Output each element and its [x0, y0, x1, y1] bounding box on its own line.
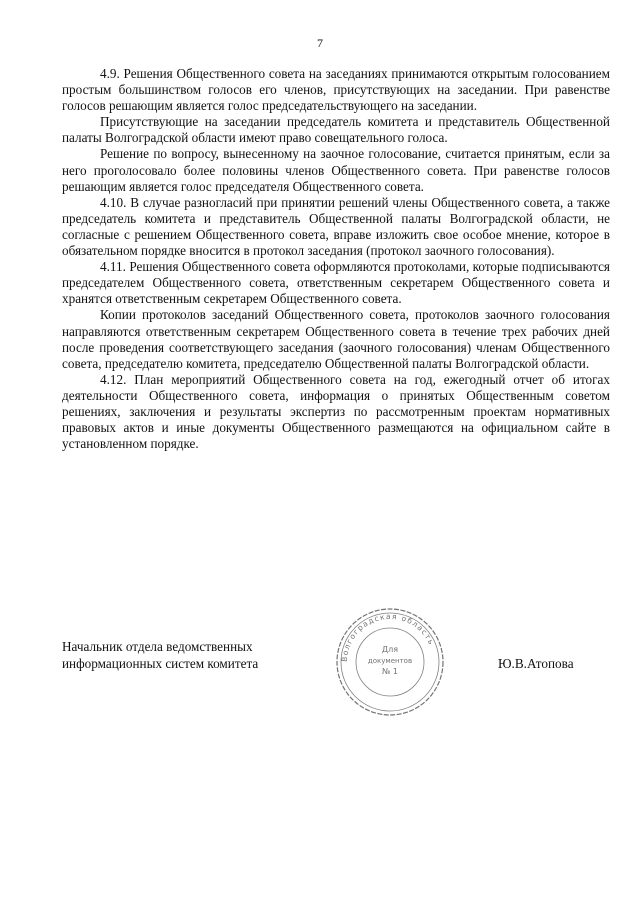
paragraph-protocol-copies: Копии протоколов заседаний Общественного совета, протоколов заочного голосования направляются ответственным секретарем Общественного совета в течение трех рабочих дней после проведения соответствующего заседания (заочного голосования) членам Общественного совета, председателю комитета, председателю Общественной палаты Волгоградской области. [62, 307, 610, 371]
signatory-position-line-1: Начальник отдела ведомственных [62, 639, 253, 654]
signatory-position-line-2: информационных систем комитета [62, 656, 259, 671]
stamp-center-line-2: документов [367, 657, 413, 665]
paragraph-absentee-vote: Решение по вопросу, вынесенному на заочное голосование, считается принятым, если за него проголосовало более половины членов Общественного совета. При равенстве голосов решающим является голос председателя Общественного совета. [62, 146, 610, 194]
paragraph-4-12: 4.12. План мероприятий Общественного совета на год, ежегодный отчет об итогах деятельности Общественного совета, информация о принятых Общественным советом решениях, заключения и результаты экспертиз по рассмотренным проектам нормативных правовых актов и иные документы Общественного размещаются на официальном сайте в установленном порядке. [62, 371, 610, 452]
paragraph-advisory-vote: Присутствующие на заседании председатель комитета и представитель Общественной палаты Волгоградской области имеют право совещательного голоса. [62, 114, 610, 146]
signatory-position [62, 638, 322, 672]
page-number: 7 [317, 36, 323, 50]
paragraph-4-10: 4.10. В случае разногласий при принятии решений члены Общественного совета, а также председатель комитета и представитель Общественной палаты Волгоградской области, не согласные с решением Общественного совета, вправе изложить свое особое мнение, которое в обязательном порядке вносится в протокол заседания (протокол заочного голосования). [62, 194, 610, 259]
signatory-name: Ю.В.Атопова [498, 656, 574, 671]
official-stamp [334, 606, 446, 718]
paragraph-4-11: 4.11. Решения Общественного совета оформляются протоколами, которые подписываются председателем Общественного совета, ответственным секретарем Общественного совета и хранятся ответственным секретарем Общественного совета. [62, 259, 610, 307]
paragraph-4-9: 4.9. Решения Общественного совета на заседаниях принимаются открытым голосованием простым большинством голосов его членов, присутствующих на заседании. При равенстве голосов решающим является голос председательствующего на заседании. [62, 66, 610, 114]
stamp-center-line-1: Для [381, 645, 399, 654]
signature-block [62, 611, 610, 738]
stamp-ring-text: Волгоградская область [339, 611, 437, 663]
document-body [62, 66, 610, 452]
stamp-center-line-3: № 1 [382, 667, 398, 676]
